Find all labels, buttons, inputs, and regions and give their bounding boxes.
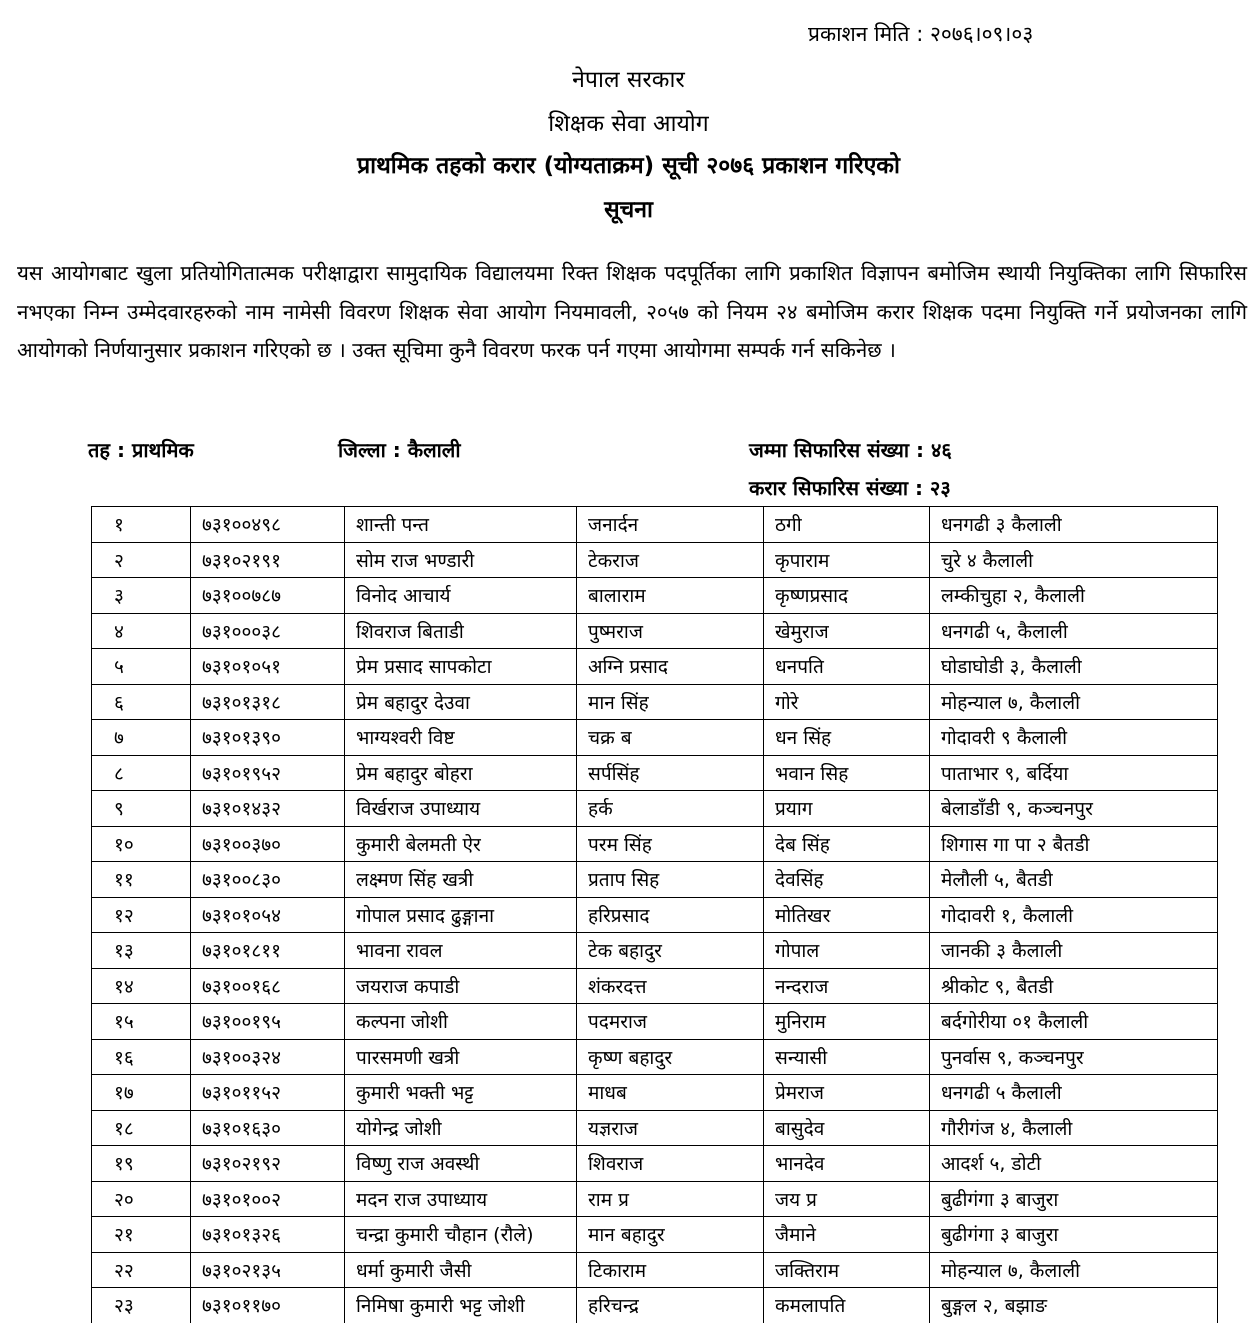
address-cell: पाताभार ९, बर्दिया [930,755,1218,791]
table-row [92,613,1218,649]
serial-number-cell: १६ [92,1039,191,1075]
candidate-name-cell: प्रेम बहादुर बोहरा [345,755,577,791]
address-cell: पुनर्वास ९, कञ्चनपुर [930,1039,1218,1075]
grandfather-name-cell: कृपाराम [764,542,930,578]
candidate-name-cell: लक्ष्मण सिंह खत्री [345,862,577,898]
father-name-cell: मान सिंह [577,684,764,720]
grandfather-name-cell: ठगी [764,507,930,543]
candidate-name-cell: शान्ती पन्त [345,507,577,543]
address-cell: जानकी ३ कैलाली [930,933,1218,969]
address-cell: धनगढी ५ कैलाली [930,1075,1218,1111]
father-name-cell: टेक बहादुर [577,933,764,969]
grandfather-name-cell: मोतिखर [764,897,930,933]
roll-number-cell: ७३१०१००२ [191,1181,345,1217]
table-row [92,1004,1218,1040]
grandfather-name-cell: बासुदेव [764,1110,930,1146]
father-name-cell: जनार्दन [577,507,764,543]
roll-number-cell: ७३१०००३८ [191,613,345,649]
father-name-cell: कृष्ण बहादुर [577,1039,764,1075]
address-cell: मोहन्याल ७, कैलाली [930,684,1218,720]
grandfather-name-cell: जक्तिराम [764,1252,930,1288]
address-cell: धनगढी ३ कैलाली [930,507,1218,543]
serial-number-cell: ८ [92,755,191,791]
candidate-name-cell: चन्द्रा कुमारी चौहान (रौले) [345,1217,577,1253]
roll-number-cell: ७३१०१६३० [191,1110,345,1146]
table-row [92,720,1218,756]
grandfather-name-cell: जय प्र [764,1181,930,1217]
table-row [92,933,1218,969]
government-heading: नेपाल सरकार [572,67,685,93]
father-name-cell: पदमराज [577,1004,764,1040]
candidate-name-cell: सोम राज भण्डारी [345,542,577,578]
address-cell: बेलाडाँडी ९, कञ्चनपुर [930,791,1218,827]
table-row [92,1252,1218,1288]
candidate-name-cell: गोपाल प्रसाद ढुङ्गाना [345,897,577,933]
father-name-cell: टेकराज [577,542,764,578]
table-row [92,1181,1218,1217]
grandfather-name-cell: खेमुराज [764,613,930,649]
candidate-table [91,506,1218,1323]
table-row [92,897,1218,933]
candidate-name-cell: प्रेम बहादुर देउवा [345,684,577,720]
table-row [92,1288,1218,1323]
grandfather-name-cell: कमलापति [764,1288,930,1323]
roll-number-cell: ७३१००८३० [191,862,345,898]
grandfather-name-cell: देब सिंह [764,826,930,862]
grandfather-name-cell: देवसिंह [764,862,930,898]
grandfather-name-cell: गोरे [764,684,930,720]
father-name-cell: माधब [577,1075,764,1111]
father-name-cell: शिवराज [577,1146,764,1182]
address-cell: मेलौली ५, बैतडी [930,862,1218,898]
father-name-cell: चक्र ब [577,720,764,756]
roll-number-cell: ७३१०११५२ [191,1075,345,1111]
table-row [92,1110,1218,1146]
serial-number-cell: १५ [92,1004,191,1040]
father-name-cell: यज्ञराज [577,1110,764,1146]
father-name-cell: हरिप्रसाद [577,897,764,933]
table-row [92,649,1218,685]
address-cell: धनगढी ५, कैलाली [930,613,1218,649]
table-row [92,826,1218,862]
meta-total-recommended: जम्मा सिफारिस संख्या : ४६ [749,438,952,462]
father-name-cell: पुष्मराज [577,613,764,649]
table-row [92,507,1218,543]
address-cell: गोदावरी १, कैलाली [930,897,1218,933]
serial-number-cell: १० [92,826,191,862]
roll-number-cell: ७३१००४९८ [191,507,345,543]
table-row [92,862,1218,898]
candidate-name-cell: कुमारी भक्ती भट्ट [345,1075,577,1111]
table-row [92,578,1218,614]
candidate-name-cell: निमिषा कुमारी भट्ट जोशी [345,1288,577,1323]
roll-number-cell: ७३१००७८७ [191,578,345,614]
document-title: प्राथमिक तहको करार (योग्यताक्रम) सूची २०७६ प्रकाशन गरिएको [357,153,900,179]
father-name-cell: बालाराम [577,578,764,614]
table-row [92,1075,1218,1111]
roll-number-cell: ७३१०१९५२ [191,755,345,791]
grandfather-name-cell: धनपति [764,649,930,685]
father-name-cell: शंकरदत्त [577,968,764,1004]
table-row [92,1146,1218,1182]
grandfather-name-cell: मुनिराम [764,1004,930,1040]
candidate-name-cell: पारसमणी खत्री [345,1039,577,1075]
serial-number-cell: ५ [92,649,191,685]
serial-number-cell: १७ [92,1075,191,1111]
address-cell: गोदावरी ९ कैलाली [930,720,1218,756]
meta-contract-recommended: करार सिफारिस संख्या : २३ [749,476,951,500]
address-cell: बुढीगंगा ३ बाजुरा [930,1217,1218,1253]
grandfather-name-cell: गोपाल [764,933,930,969]
grandfather-name-cell: भवान सिह [764,755,930,791]
serial-number-cell: ९ [92,791,191,827]
grandfather-name-cell: जैमाने [764,1217,930,1253]
candidate-name-cell: भाग्यश्वरी विष्ट [345,720,577,756]
serial-number-cell: १ [92,507,191,543]
address-cell: शिगास गा पा २ बैतडी [930,826,1218,862]
serial-number-cell: २१ [92,1217,191,1253]
table-row [92,684,1218,720]
father-name-cell: राम प्र [577,1181,764,1217]
serial-number-cell: २२ [92,1252,191,1288]
table-row [92,1039,1218,1075]
roll-number-cell: ७३१०२१९१ [191,542,345,578]
address-cell: घोडाघोडी ३, कैलाली [930,649,1218,685]
table-row [92,1217,1218,1253]
father-name-cell: मान बहादुर [577,1217,764,1253]
serial-number-cell: १२ [92,897,191,933]
roll-number-cell: ७३१०१४३२ [191,791,345,827]
serial-number-cell: ६ [92,684,191,720]
father-name-cell: सर्पसिंह [577,755,764,791]
address-cell: आदर्श ५, डोटी [930,1146,1218,1182]
table-row [92,755,1218,791]
father-name-cell: अग्नि प्रसाद [577,649,764,685]
serial-number-cell: ११ [92,862,191,898]
grandfather-name-cell: धन सिंह [764,720,930,756]
meta-level: तह : प्राथमिक [88,438,194,462]
roll-number-cell: ७३१००१९५ [191,1004,345,1040]
candidate-name-cell: शिवराज बिताडी [345,613,577,649]
address-cell: श्रीकोट ९, बैतडी [930,968,1218,1004]
serial-number-cell: २ [92,542,191,578]
grandfather-name-cell: नन्दराज [764,968,930,1004]
grandfather-name-cell: सन्यासी [764,1039,930,1075]
roll-number-cell: ७३१०१८११ [191,933,345,969]
candidate-name-cell: विर्खराज उपाध्याय [345,791,577,827]
roll-number-cell: ७३१०१३९० [191,720,345,756]
roll-number-cell: ७३१०२१९२ [191,1146,345,1182]
roll-number-cell: ७३१००३२४ [191,1039,345,1075]
meta-district: जिल्ला : कैलाली [338,438,461,462]
serial-number-cell: १९ [92,1146,191,1182]
candidate-name-cell: भावना रावल [345,933,577,969]
roll-number-cell: ७३१०१३१८ [191,684,345,720]
grandfather-name-cell: प्रेमराज [764,1075,930,1111]
candidate-name-cell: विनोद आचार्य [345,578,577,614]
address-cell: बुङ्गल २, बझाङ [930,1288,1218,1323]
serial-number-cell: १४ [92,968,191,1004]
serial-number-cell: २० [92,1181,191,1217]
father-name-cell: हर्क [577,791,764,827]
candidate-table-body [92,507,1218,1323]
grandfather-name-cell: कृष्णप्रसाद [764,578,930,614]
candidate-name-cell: योगेन्द्र जोशी [345,1110,577,1146]
notice-paragraph: यस आयोगबाट खुला प्रतियोगितात्मक परीक्षाद्वारा सामुदायिक विद्यालयमा रिक्त शिक्षक पदपूर्तिका लागि प्रकाशित विज्ञापन बमोजिम स्थायी नियुक्तिका लागि सिफारिस नभएका निम्न उम्मेदवारहरुको नाम नामेसी विवरण शिक्षक सेवा आयोग नियमावली, २०५७ को नियम २४ बमोजिम करार शिक्षक पदमा नियुक्ति गर्ने प्रयोजनका लागि आयोगको निर्णयानुसार प्रकाशन गरिएको छ । उक्त सूचिमा कुनै विवरण फरक पर्न गएमा आयोगमा सम्पर्क गर्न सकिनेछ । [17,261,1247,362]
roll-number-cell: ७३१००३७० [191,826,345,862]
address-cell: मोहन्याल ७, कैलाली [930,1252,1218,1288]
table-row [92,968,1218,1004]
address-cell: लम्कीचुहा २, कैलाली [930,578,1218,614]
roll-number-cell: ७३१०१०५४ [191,897,345,933]
candidate-name-cell: विष्णु राज अवस्थी [345,1146,577,1182]
table-row [92,542,1218,578]
serial-number-cell: २३ [92,1288,191,1323]
father-name-cell: प्रताप सिह [577,862,764,898]
serial-number-cell: १८ [92,1110,191,1146]
serial-number-cell: १३ [92,933,191,969]
table-row [92,791,1218,827]
address-cell: बुढीगंगा ३ बाजुरा [930,1181,1218,1217]
candidate-name-cell: मदन राज उपाध्याय [345,1181,577,1217]
candidate-name-cell: जयराज कपाडी [345,968,577,1004]
address-cell: गौरीगंज ४, कैलाली [930,1110,1218,1146]
grandfather-name-cell: भानदेव [764,1146,930,1182]
address-cell: चुरे ४ कैलाली [930,542,1218,578]
roll-number-cell: ७३१०११७० [191,1288,345,1323]
candidate-name-cell: कल्पना जोशी [345,1004,577,1040]
serial-number-cell: ७ [92,720,191,756]
father-name-cell: हरिचन्द्र [577,1288,764,1323]
commission-heading: शिक्षक सेवा आयोग [548,111,709,137]
roll-number-cell: ७३१०१०५१ [191,649,345,685]
address-cell: बर्दगोरीया ०१ कैलाली [930,1004,1218,1040]
father-name-cell: टिकाराम [577,1252,764,1288]
candidate-name-cell: धर्मा कुमारी जैसी [345,1252,577,1288]
father-name-cell: परम सिंह [577,826,764,862]
serial-number-cell: ३ [92,578,191,614]
roll-number-cell: ७३१०१३२६ [191,1217,345,1253]
candidate-name-cell: प्रेम प्रसाद सापकोटा [345,649,577,685]
grandfather-name-cell: प्रयाग [764,791,930,827]
roll-number-cell: ७३१०२१३५ [191,1252,345,1288]
serial-number-cell: ४ [92,613,191,649]
roll-number-cell: ७३१००१६८ [191,968,345,1004]
notice-heading: सूचना [604,197,653,223]
publish-date: प्रकाशन मिति : २०७६।०९।०३ [808,22,1034,46]
candidate-name-cell: कुमारी बेलमती ऐर [345,826,577,862]
